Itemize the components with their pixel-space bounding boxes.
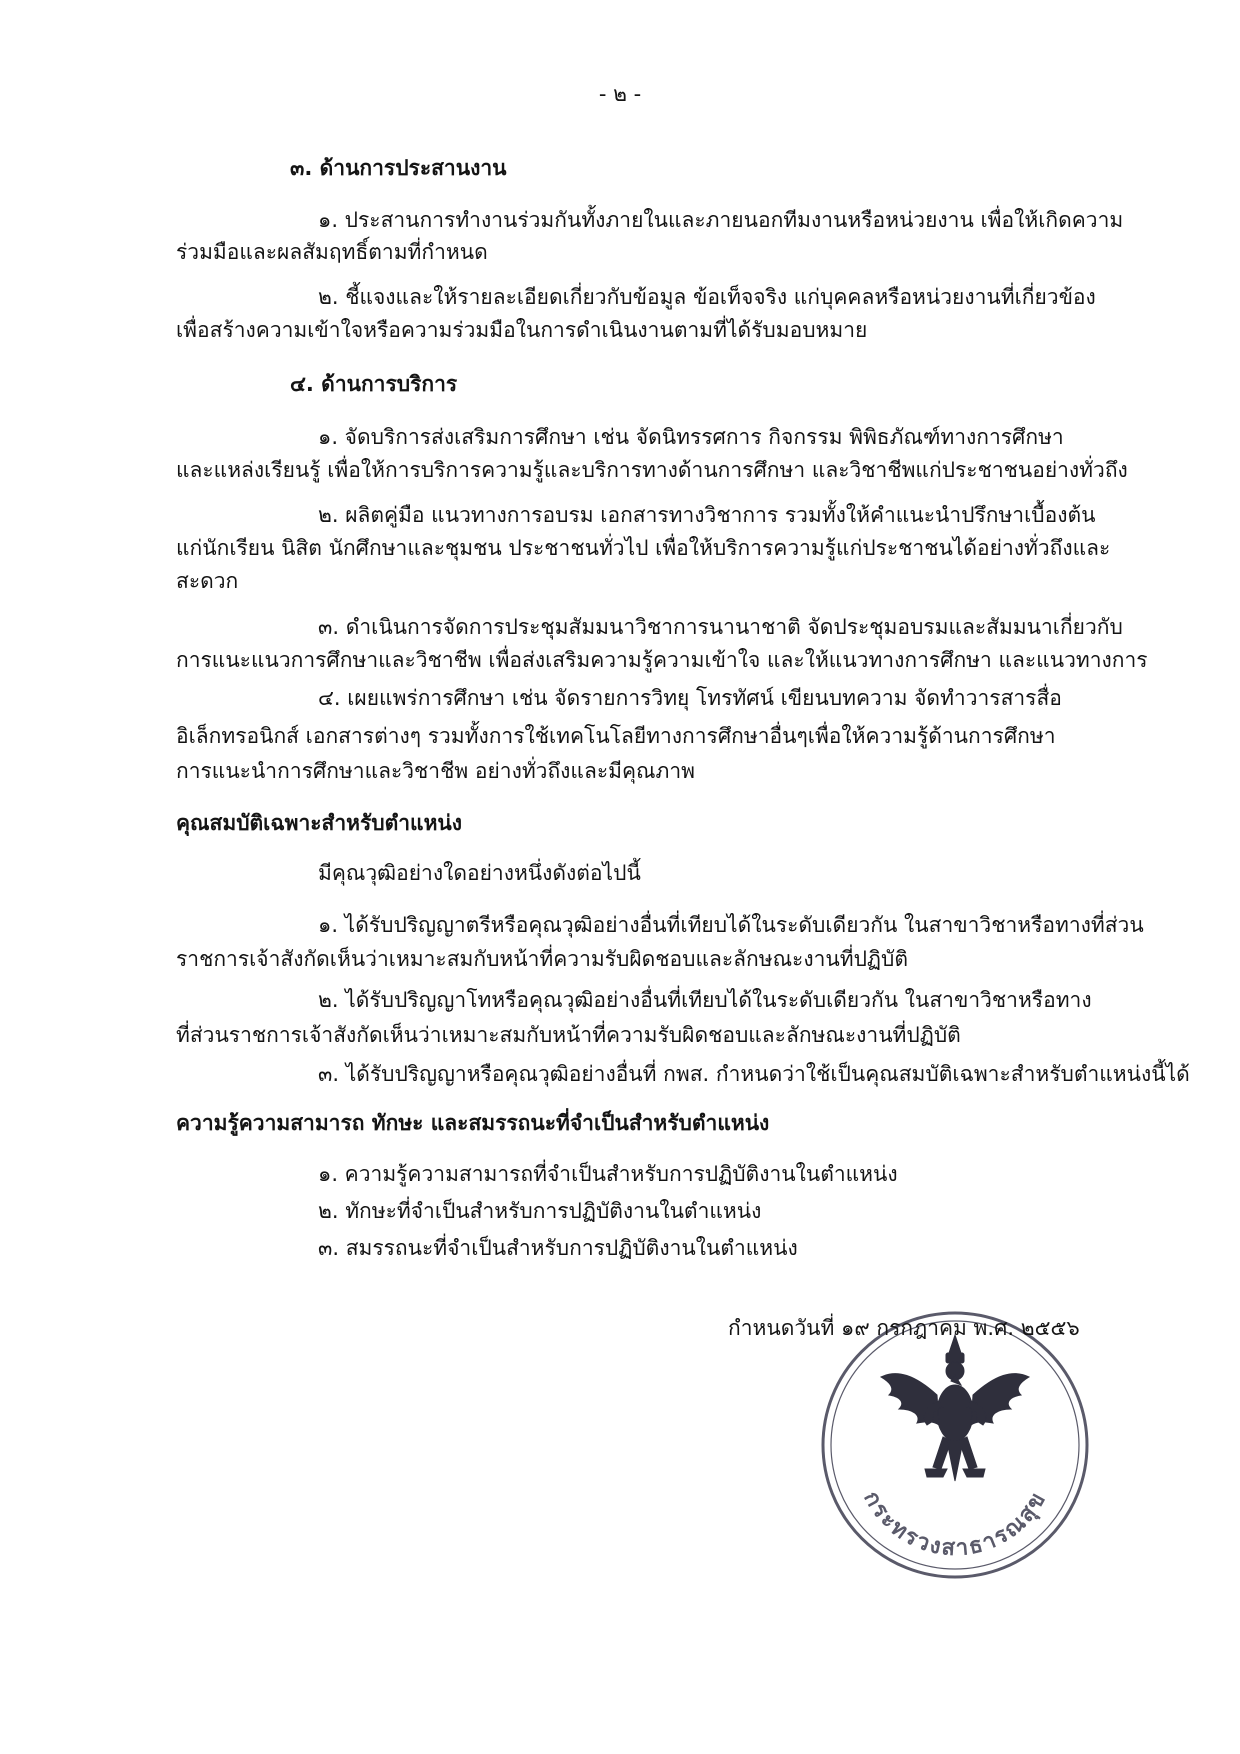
section-4-item-2-line-3: สะดวก bbox=[176, 569, 239, 593]
section-4-item-3-line-1: ๓. ดำเนินการจัดการประชุมสัมมนาวิชาการนานาชาติ จัดประชุมอบรมและสัมมนาเกี่ยวกับ bbox=[318, 615, 1123, 639]
section-3-item-2-line-2: เพื่อสร้างความเข้าใจหรือความร่วมมือในการดำเนินงานตามที่ได้รับมอบหมาย bbox=[176, 318, 868, 342]
section-4-item-4-line-1: ๔. เผยแพร่การศึกษา เช่น จัดรายการวิทยุ โทรทัศน์ เขียนบทความ จัดทำวารสารสื่อ bbox=[318, 686, 1062, 710]
section-4-item-3-line-2: การแนะแนวการศึกษาและวิชาชีพ เพื่อส่งเสริมความรู้ความเข้าใจ และให้แนวทางการศึกษา และแนวทางการ bbox=[176, 648, 1148, 672]
page-number: - ๒ - bbox=[598, 82, 642, 106]
section-4-item-1-line-1: ๑. จัดบริการส่งเสริมการศึกษา เช่น จัดนิทรรศการ กิจกรรม พิพิธภัณฑ์ทางการศึกษา bbox=[318, 425, 1064, 449]
qualifications-item-2-line-2: ที่ส่วนราชการเจ้าสังกัดเห็นว่าเหมาะสมกับหน้าที่ความรับผิดชอบและลักษณะงานที่ปฏิบัติ bbox=[176, 1023, 961, 1047]
qualifications-item-1-line-2: ราชการเจ้าสังกัดเห็นว่าเหมาะสมกับหน้าที่ความรับผิดชอบและลักษณะงานที่ปฏิบัติ bbox=[176, 947, 908, 971]
section-4-item-2-line-2: แก่นักเรียน นิสิต นักศึกษาและชุมชน ประชาชนทั่วไป เพื่อให้บริการความรู้แก่ประชาชนได้อย่างทั่วถึงและ bbox=[176, 536, 1111, 560]
seal-text: กระทรวงสาธารณสุข bbox=[858, 1487, 1052, 1562]
section-4-item-1-line-2: และแหล่งเรียนรู้ เพื่อให้การบริการความรู้และบริการทางด้านการศึกษา และวิชาชีพแก่ประชาชนอย่างทั่วถึง bbox=[176, 458, 1128, 482]
qualifications-item-3-line-1: ๓. ได้รับปริญญาหรือคุณวุฒิอย่างอื่นที่ กพส. กำหนดว่าใช้เป็นคุณสมบัติเฉพาะสำหรับตำแหน่งนี้ได้ bbox=[318, 1062, 1190, 1086]
garuda-emblem-icon bbox=[881, 1335, 1029, 1481]
qualifications-intro: มีคุณวุฒิอย่างใดอย่างหนึ่งดังต่อไปนี้ bbox=[318, 861, 641, 885]
official-seal-stamp bbox=[815, 1305, 1095, 1585]
section-3-item-1-line-2: ร่วมมือและผลสัมฤทธิ์ตามที่กำหนด bbox=[176, 240, 488, 264]
date-line: กำหนดวันที่ ๑๙ กรกฎาคม พ.ศ. ๒๕๕๖ bbox=[728, 1316, 1080, 1340]
competencies-item-1: ๑. ความรู้ความสามารถที่จำเป็นสำหรับการปฏิบัติงานในตำแหน่ง bbox=[318, 1162, 898, 1186]
qualifications-item-1-line-1: ๑. ได้รับปริญญาตรีหรือคุณวุฒิอย่างอื่นที่เทียบได้ในระดับเดียวกัน ในสาขาวิชาหรือทางที่ส่วน bbox=[318, 913, 1144, 937]
svg-text:กระทรวงสาธารณสุข bbox=[858, 1487, 1051, 1561]
qualifications-item-2-line-1: ๒. ได้รับปริญญาโทหรือคุณวุฒิอย่างอื่นที่เทียบได้ในระดับเดียวกัน ในสาขาวิชาหรือทาง bbox=[318, 988, 1092, 1012]
qualifications-heading: คุณสมบัติเฉพาะสำหรับตำแหน่ง bbox=[176, 811, 463, 835]
competencies-heading: ความรู้ความสามารถ ทักษะ และสมรรถนะที่จำเป็นสำหรับตำแหน่ง bbox=[176, 1111, 770, 1135]
section-4-item-2-line-1: ๒. ผลิตคู่มือ แนวทางการอบรม เอกสารทางวิชาการ รวมทั้งให้คำแนะนำปรึกษาเบื้องต้น bbox=[318, 503, 1096, 527]
section-3-item-1-line-1: ๑. ประสานการทำงานร่วมกันทั้งภายในและภายนอกทีมงานหรือหน่วยงาน เพื่อให้เกิดความ bbox=[318, 208, 1124, 232]
section-4-heading: ๔. ด้านการบริการ bbox=[290, 372, 458, 396]
section-3-heading: ๓. ด้านการประสานงาน bbox=[290, 156, 507, 180]
section-4-item-4-line-2: อิเล็กทรอนิกส์ เอกสารต่างๆ รวมทั้งการใช้เทคโนโลยีทางการศึกษาอื่นๆเพื่อให้ความรู้ด้านการศึกษา bbox=[176, 724, 1056, 748]
competencies-item-3: ๓. สมรรถนะที่จำเป็นสำหรับการปฏิบัติงานในตำแหน่ง bbox=[318, 1236, 798, 1260]
section-4-item-4-line-3: การแนะนำการศึกษาและวิชาชีพ อย่างทั่วถึงและมีคุณภาพ bbox=[176, 759, 695, 783]
section-3-item-2-line-1: ๒. ชี้แจงและให้รายละเอียดเกี่ยวกับข้อมูล ข้อเท็จจริง แก่บุคคลหรือหน่วยงานที่เกี่ยวข้อง bbox=[318, 285, 1096, 309]
competencies-item-2: ๒. ทักษะที่จำเป็นสำหรับการปฏิบัติงานในตำแหน่ง bbox=[318, 1199, 762, 1223]
